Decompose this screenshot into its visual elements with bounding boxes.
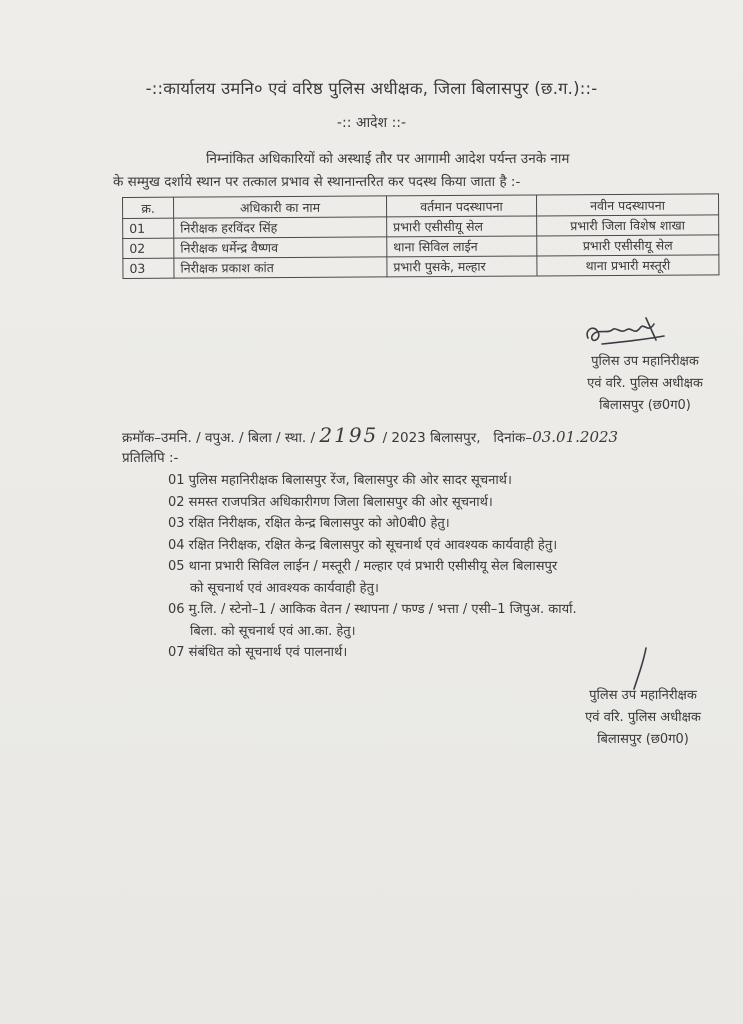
signatory-designation: पुलिस उप महानिरीक्षक bbox=[591, 354, 699, 369]
list-item: 01 पुलिस महानिरीक्षक बिलासपुर रेंज, बिलासपुर की ओर सादर सूचनार्थ। bbox=[168, 473, 512, 488]
copy-list bbox=[168, 470, 577, 664]
reference-number: 2195 bbox=[319, 423, 379, 447]
cell-current-posting: प्रभारी एसीसीयू सेल bbox=[387, 216, 537, 237]
list-item-continuation: को सूचनार्थ एवं आवश्यक कार्यवाही हेतु। bbox=[190, 580, 379, 596]
cell-serial: 03 bbox=[123, 258, 174, 278]
header-officer-name: अधिकारी का नाम bbox=[174, 196, 387, 218]
date-label: दिनांक– bbox=[493, 430, 533, 446]
handwritten-signature-1 bbox=[582, 312, 672, 356]
signatory-designation-2: एवं वरि. पुलिस अधीक्षक bbox=[585, 710, 701, 725]
signatory-designation-2: एवं वरि. पुलिस अधीक्षक bbox=[587, 376, 703, 391]
office-header: -::कार्यालय उमनि० एवं वरिष्ठ पुलिस अधीक्षक, जिला बिलासपुर (छ.ग.)::- bbox=[145, 79, 598, 98]
list-item: 02 समस्त राजपत्रित अधिकारीगण जिला बिलासपुर की ओर सूचनार्थ। bbox=[168, 494, 493, 510]
copy-label: प्रतिलिपि :- bbox=[122, 450, 179, 466]
reference-line bbox=[122, 423, 618, 447]
cell-new-posting: प्रभारी एसीसीयू सेल bbox=[537, 235, 719, 256]
cell-officer-name: निरीक्षक हरविंदर सिंह bbox=[174, 217, 387, 238]
intro-line-2: के सम्मुख दर्शाये स्थान पर तत्काल प्रभाव से स्थानान्तरित कर पदस्थ किया जाता है :- bbox=[113, 174, 521, 190]
list-item: 06 मु.लि. / स्टेनो–1 / आकिक वेतन / स्थापना / फण्ड / भत्ता / एसी–1 जिपुअ. कार्या. bbox=[168, 602, 577, 617]
header-new-posting: नवीन पदस्थापना bbox=[536, 194, 718, 216]
list-item-continuation: बिला. को सूचनार्थ एवं आ.का. हेतु। bbox=[190, 623, 356, 639]
signatory-designation: पुलिस उप महानिरीक्षक bbox=[589, 688, 697, 703]
cell-current-posting: थाना सिविल लाईन bbox=[387, 236, 537, 257]
signatory-location: बिलासपुर (छ0ग0) bbox=[597, 732, 689, 747]
header-current-posting: वर्तमान पदस्थापना bbox=[386, 195, 536, 217]
table-row bbox=[123, 255, 719, 279]
cell-officer-name: निरीक्षक धर्मेन्द्र वैष्णव bbox=[174, 237, 387, 258]
cell-serial: 02 bbox=[123, 238, 174, 258]
reference-prefix: क्रमॉक–उमनि. / वपुअ. / बिला / स्था. / bbox=[122, 430, 316, 446]
header-serial: क्र. bbox=[123, 197, 174, 218]
cell-serial: 01 bbox=[123, 218, 174, 238]
list-item: 04 रक्षित निरीक्षक, रक्षित केन्द्र बिलासपुर को सूचनार्थ एवं आवश्यक कार्यवाही हेतु। bbox=[168, 537, 558, 553]
cell-current-posting: प्रभारी पुसके, मल्हार bbox=[387, 256, 537, 277]
signatory-location: बिलासपुर (छ0ग0) bbox=[599, 398, 691, 413]
signature-block-2 bbox=[548, 685, 738, 751]
order-title: -:: आदेश ::- bbox=[336, 115, 407, 131]
date-value: 03.01.2023 bbox=[532, 428, 619, 446]
signature-block-1 bbox=[550, 351, 740, 417]
transfer-table bbox=[122, 193, 719, 279]
cell-officer-name: निरीक्षक प्रकाश कांत bbox=[174, 257, 387, 278]
cell-new-posting: प्रभारी जिला विशेष शाखा bbox=[536, 215, 718, 236]
intro-line-1: निम्नांकित अधिकारियों को अस्थाई तौर पर आगामी आदेश पर्यन्त उनके नाम bbox=[206, 151, 570, 167]
list-item: 05 थाना प्रभारी सिविल लाईन / मस्तूरी / मल्हार एवं प्रभारी एसीसीयू सेल बिलासपुर bbox=[168, 559, 558, 574]
cell-new-posting: थाना प्रभारी मस्तूरी bbox=[537, 255, 719, 276]
reference-suffix: / 2023 बिलासपुर, bbox=[382, 430, 481, 446]
list-item: 03 रक्षित निरीक्षक, रक्षित केन्द्र बिलासपुर को ओ0बी0 हेतु। bbox=[168, 516, 450, 531]
list-item: 07 संबंधित को सूचनार्थ एवं पालनार्थ। bbox=[168, 645, 348, 660]
